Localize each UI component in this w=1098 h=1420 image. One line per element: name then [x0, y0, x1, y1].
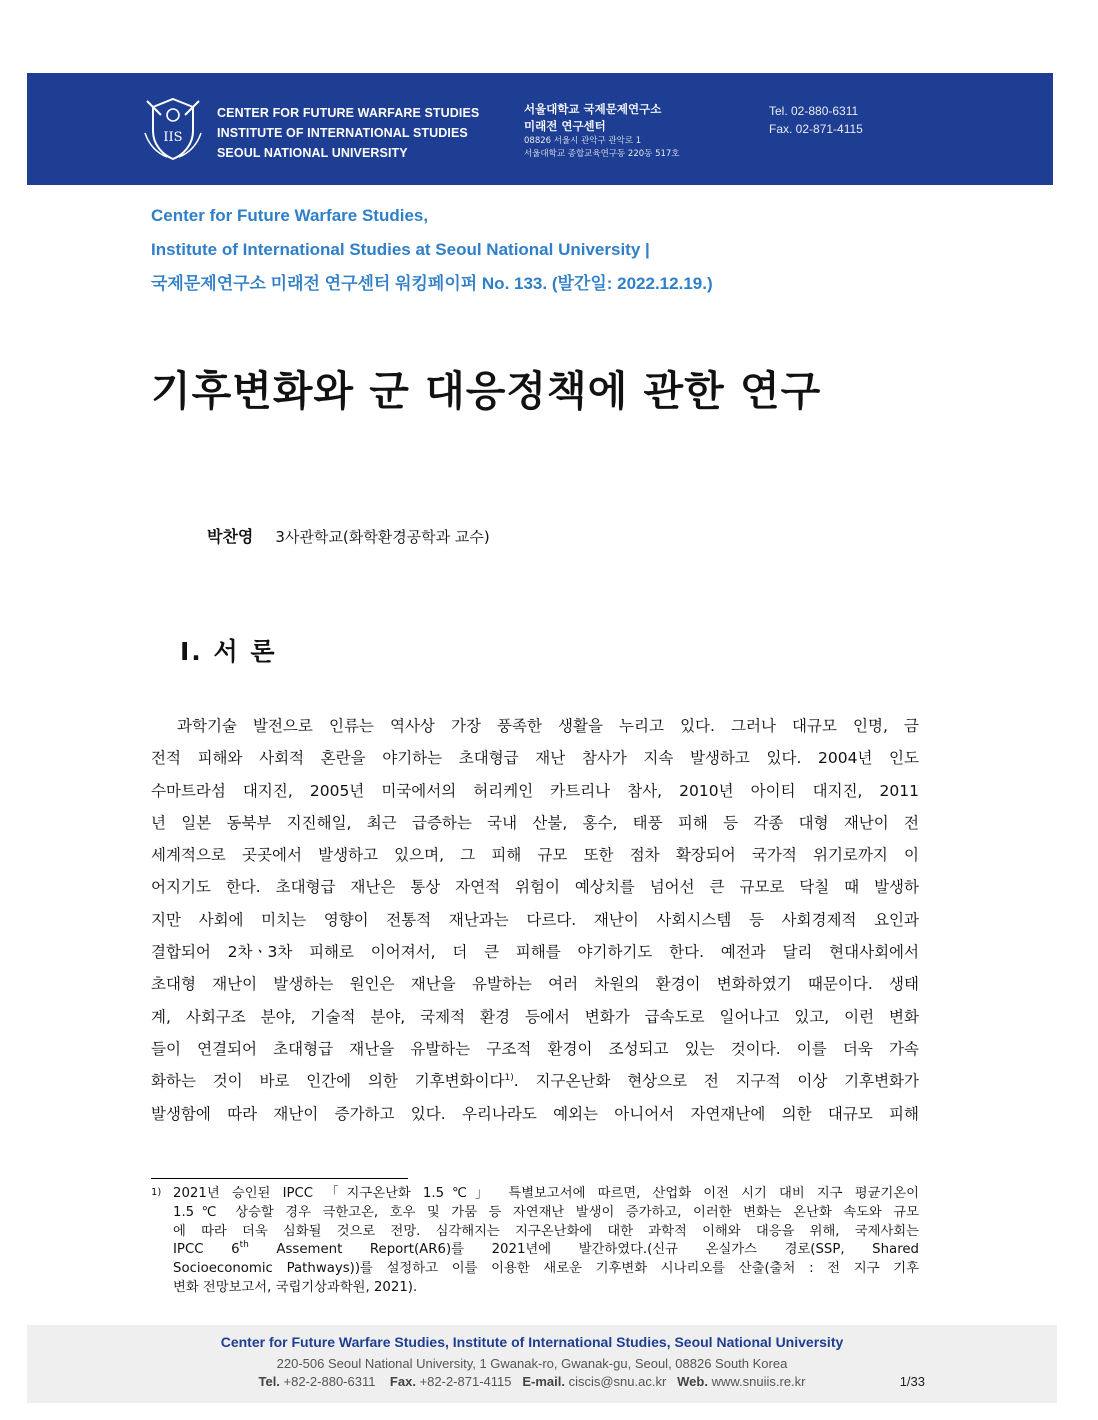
footer-contact — [27, 1374, 1037, 1389]
body-line: 수마트라섬 대지진, 2005년 미국에서의 허리케인 카트리나 참사, 2010년 아이티 대지진, 2011 — [151, 781, 919, 800]
footnote-line-text: Assement Report(AR6)를 2021년에 발간하였다.(신규 온실가스 경로(SSP, Shared — [248, 1242, 919, 1258]
author-affiliation: 3사관학교(화학환경공학과 교수) — [275, 528, 490, 546]
body-line: 결합되어 2차ㆍ3차 피해로 이어져서, 더 큰 피해를 야기하기도 한다. 예전과 달리 현대사회에서 — [151, 943, 919, 962]
footer-email-label: E-mail. — [522, 1374, 565, 1389]
footer-fax: +82-2-871-4115 — [419, 1374, 512, 1389]
author-line — [207, 524, 490, 547]
header-tel: Tel. 02-880-6311 — [769, 104, 859, 118]
body-paragraph — [151, 710, 919, 1130]
body-line: 세계적으로 곳곳에서 발생하고 있으며, 그 피해 규모 또한 점차 확장되어 국가적 위기로까지 이 — [151, 846, 919, 865]
body-line: 계, 사회구조 분야, 기술적 분야, 국제적 환경 등에서 변화가 급속도로 일어나고 있고, 이런 변화 — [151, 1007, 919, 1026]
footnote — [151, 1185, 919, 1298]
header-en-line: SEOUL NATIONAL UNIVERSITY — [217, 146, 408, 160]
footnote-line: 2021년 승인된 IPCC 「지구온난화 1.5℃」 특별보고서에 따르면, 산업화 이전 시기 대비 지구 평균기온이 — [173, 1186, 919, 1201]
footer-institution: Center for Future Warfare Studies, Institute of International Studies, Seoul National University — [220, 1334, 844, 1350]
series-line: Institute of International Studies at Seoul National University | — [151, 240, 650, 259]
page-footer — [27, 1325, 1057, 1403]
footer-web-link[interactable]: www.snuiis.re.kr — [711, 1374, 806, 1389]
section-heading: Ⅰ. 서 론 — [180, 637, 277, 666]
paper-title: 기후변화와 군 대응정책에 관한 연구 — [151, 367, 822, 415]
footnote-line-text: IPCC 6 — [173, 1242, 240, 1258]
footnote-reference[interactable]: 1) — [504, 1073, 514, 1084]
body-line: 과학기술 발전으로 인류는 역사상 가장 풍족한 생활을 누리고 있다. 그러나 대규모 인명, 금 — [177, 717, 919, 735]
footnote-line-with-sup — [173, 1241, 919, 1260]
footnote-line: Socioeconomic Pathways))를 설정하고 이를 이용한 새로운 기후변화 시나리오를 산출(출처 : 전 지구 기후 — [173, 1261, 920, 1277]
page-number: 1/33 — [899, 1374, 925, 1389]
footnote-superscript: th — [239, 1240, 249, 1251]
footer-web-label: Web. — [677, 1374, 708, 1389]
body-line: 전적 피해와 사회적 혼란을 야기하는 초대형급 재난 참사가 지속 발생하고 있다. 2004년 인도 — [151, 749, 919, 768]
header-address2: 서울대학교 종합교육연구동 220동 517호 — [524, 149, 680, 159]
footnote-line: 1.5℃ 상승할 경우 극한고온, 호우 및 가뭄 등 자연재난 발생이 증가하고, 이러한 변화는 온난화 속도와 규모 — [173, 1204, 919, 1220]
header-banner — [27, 73, 1053, 185]
body-line: 지만 사회에 미치는 영향이 전통적 재난과는 다르다. 재난이 사회시스템 등 사회경제적 요인과 — [151, 910, 919, 929]
footer-tel-label: Tel. — [258, 1374, 280, 1389]
footer-tel: +82-2-880-6311 — [283, 1374, 376, 1389]
footer-address: 220-506 Seoul National University, 1 Gwanak-ro, Gwanak-gu, Seoul, 08826 South Korea — [276, 1356, 788, 1371]
footnote-number: 1) — [151, 1187, 162, 1198]
body-line-with-footnote-ref — [151, 1065, 919, 1097]
body-line: 발생함에 따라 재난이 증가하고 있다. 우리나라도 예외는 아니어서 자연재난에 의한 대규모 피해 — [151, 1104, 919, 1123]
header-english-name — [217, 103, 479, 163]
footnote-line: 에 따라 더욱 심화될 것으로 전망. 심각해지는 지구온난화에 대한 과학적 이해와 대응을 위해, 국제사회는 — [173, 1223, 919, 1239]
footer-email-link[interactable]: ciscis@snu.ac.kr — [568, 1374, 667, 1389]
series-info — [151, 199, 713, 301]
series-line: 국제문제연구소 미래전 연구센터 워킹페이퍼 No. 133. (발간일: 2022.12.19.) — [151, 274, 713, 293]
logo-letters: IIS — [163, 130, 183, 145]
body-line: 년 일본 동북부 지진해일, 최근 급증하는 국내 산불, 홍수, 태풍 피해 등 각종 대형 재난이 전 — [151, 813, 919, 832]
header-korean-name — [524, 101, 680, 161]
header-contact — [769, 102, 863, 138]
author-name: 박찬영 — [207, 527, 254, 546]
header-en-line: INSTITUTE OF INTERNATIONAL STUDIES — [217, 126, 468, 140]
institute-logo-icon — [137, 93, 209, 165]
body-line: 들이 연결되어 초대형급 재난을 유발하는 구조적 환경이 조성되고 있는 것이다. 이를 더욱 가속 — [151, 1039, 919, 1058]
body-line: 어지기도 한다. 초대형급 재난은 통상 자연적 위험이 예상치를 넘어선 큰 규모로 닥칠 때 발생하 — [151, 878, 919, 897]
footer-fax-label: Fax. — [389, 1374, 416, 1389]
body-line: 초대형 재난이 발생하는 원인은 재난을 유발하는 여러 차원의 환경이 변화하였기 때문이다. 생태 — [151, 975, 919, 994]
body-line-text: . 지구온난화 현상으로 전 지구적 이상 기후변화가 — [513, 1072, 920, 1091]
series-line: Center for Future Warfare Studies, — [151, 206, 429, 225]
header-ko-line2: 미래전 연구센터 — [524, 119, 606, 133]
header-ko-line1: 서울대학교 국제문제연구소 — [524, 102, 662, 116]
header-fax: Fax. 02-871-4115 — [769, 122, 863, 136]
footnote-divider — [151, 1178, 408, 1179]
body-line-text: 화하는 것이 바로 인간에 의한 기후변화이다 — [151, 1072, 505, 1091]
footnote-line: 변화 전망보고서, 국립기상과학원, 2021). — [173, 1279, 418, 1295]
header-en-line: CENTER FOR FUTURE WARFARE STUDIES — [217, 106, 480, 120]
header-address1: 08826 서울시 관악구 관악로 1 — [524, 136, 642, 146]
